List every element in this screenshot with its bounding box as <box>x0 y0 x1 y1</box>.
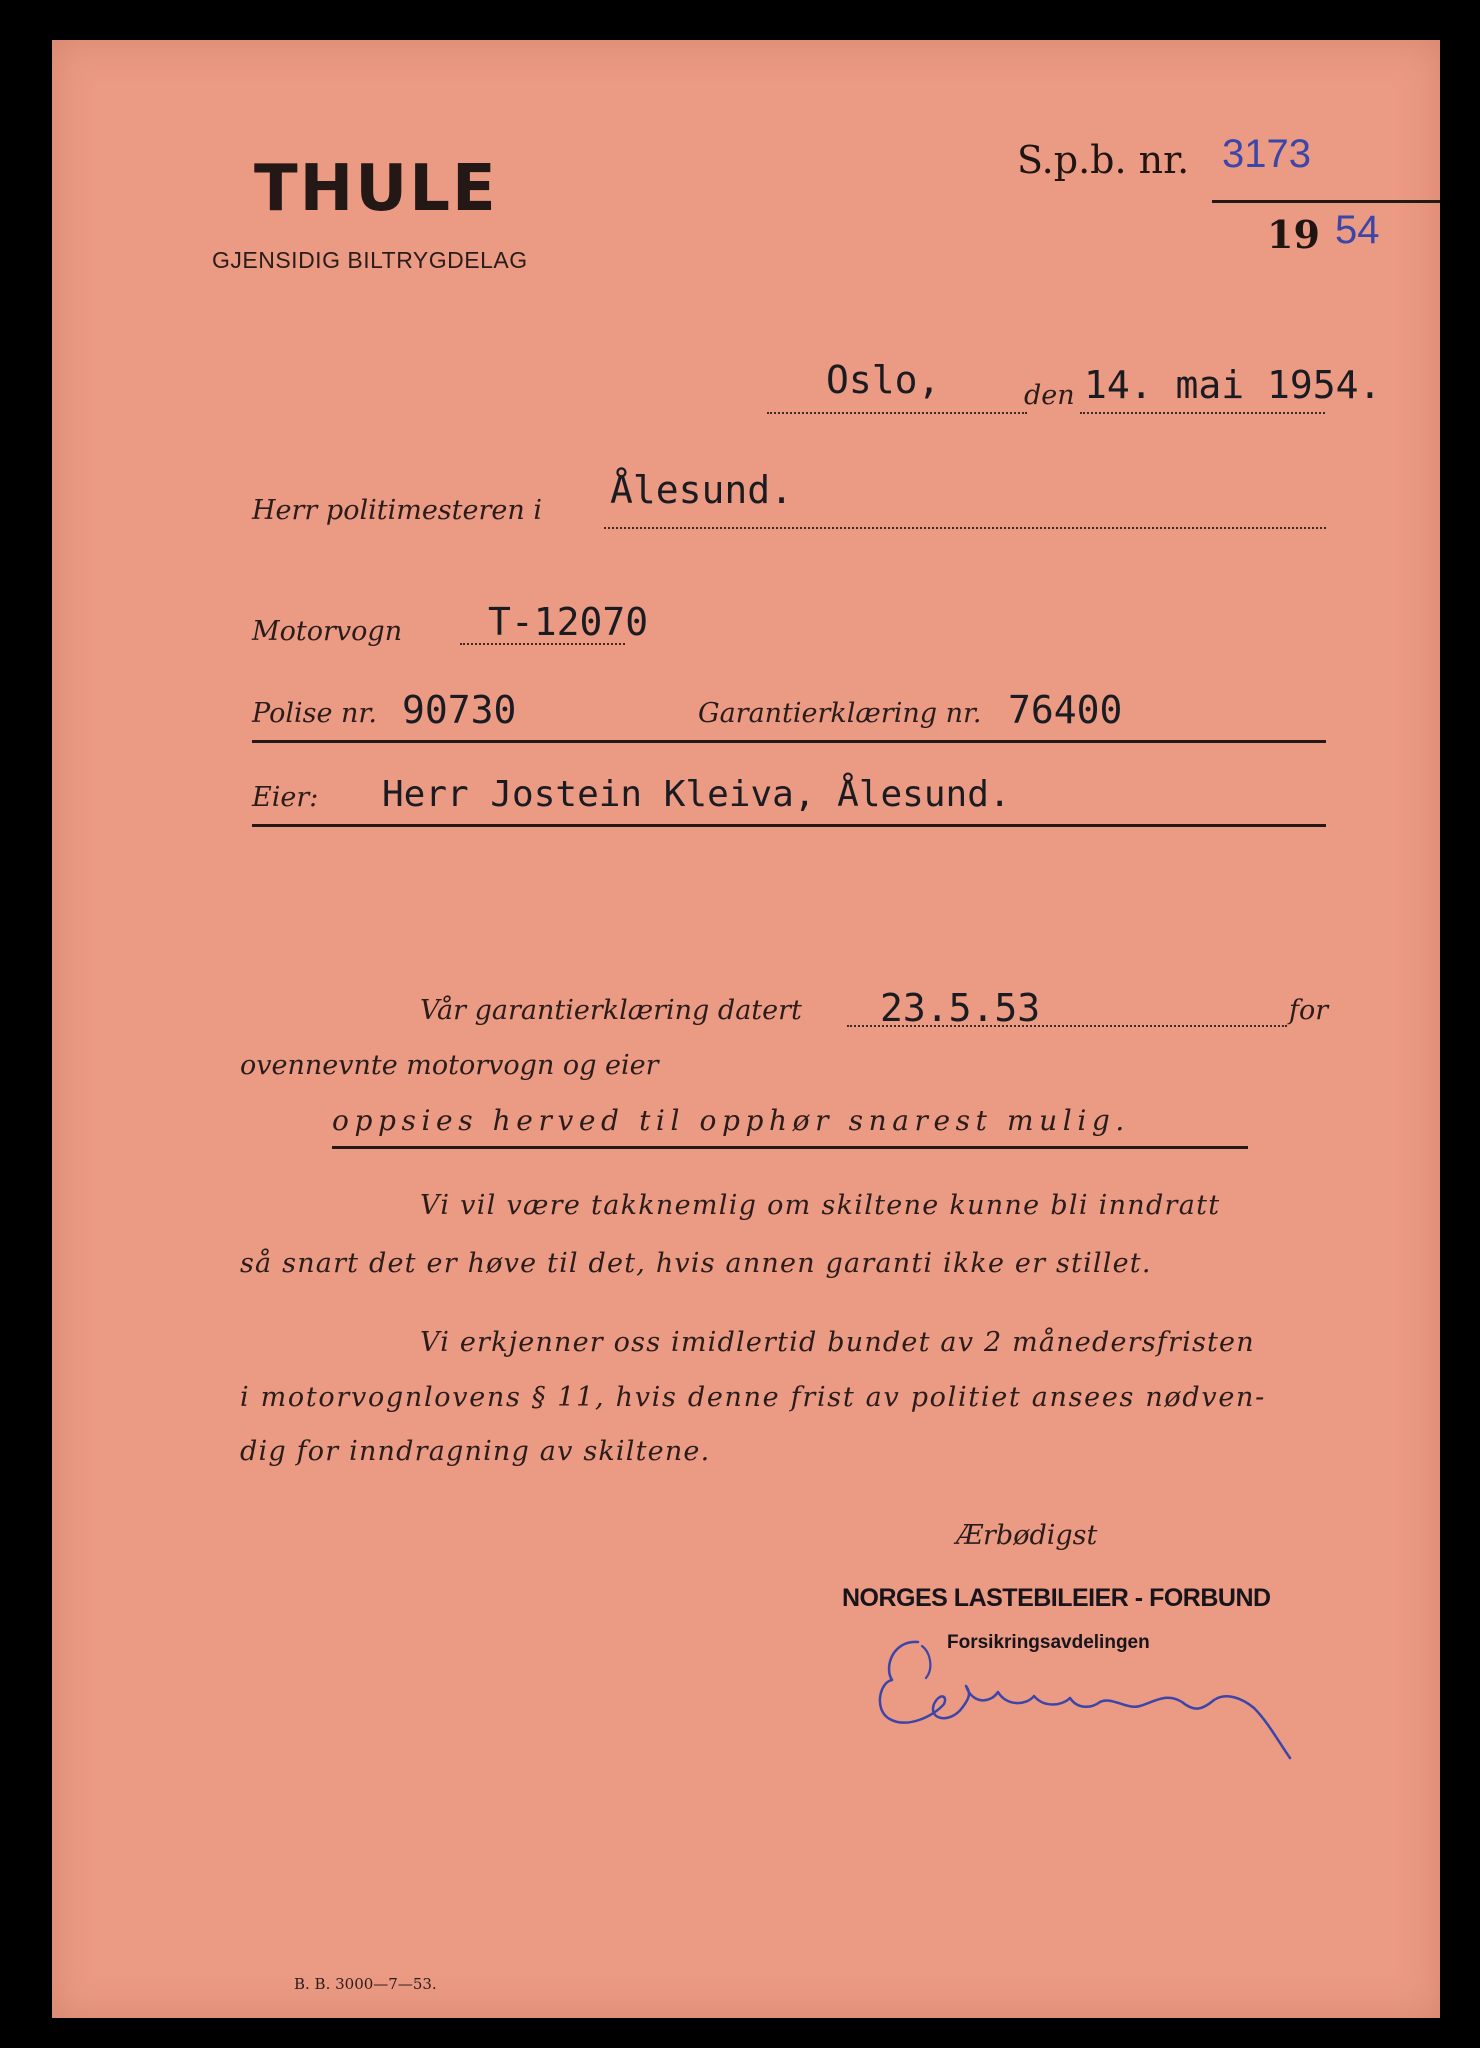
termination-rule <box>332 1146 1248 1149</box>
policy-rule <box>252 740 1326 743</box>
signature-scrawl <box>822 1612 1382 1762</box>
termination-notice: oppsies herved til opphør snarest mulig. <box>332 1104 1130 1137</box>
policy-value: 90730 <box>402 688 517 732</box>
vehicle-label: Motorvogn <box>252 616 403 647</box>
year-prefix: 19 <box>1267 212 1320 257</box>
guarantee-label: Garantierklæring nr. <box>698 698 982 729</box>
place: Oslo, <box>826 358 941 402</box>
stamp-line1: NORGES LASTEBILEIER - FORBUND <box>842 1584 1271 1612</box>
closing: Ærbødigst <box>956 1520 1098 1551</box>
p1-for: for <box>1289 995 1329 1026</box>
owner-rule <box>252 824 1326 827</box>
spb-label: S.p.b. nr. <box>1017 138 1190 182</box>
policy-label: Polise nr. <box>252 698 377 729</box>
date-line <box>1080 412 1325 414</box>
spb-number: 3173 <box>1222 132 1311 176</box>
recipient-label: Herr politimesteren i <box>252 495 542 526</box>
guarantee-date-line <box>847 1025 1287 1027</box>
year-suffix: 54 <box>1335 208 1380 252</box>
p1-text: Vår garantierklæring datert <box>420 995 802 1026</box>
letter-date: 14. mai 1954. <box>1084 363 1382 407</box>
document-page <box>52 40 1440 2018</box>
spb-rule <box>1212 200 1440 203</box>
owner-value: Herr Jostein Kleiva, Ålesund. <box>382 774 1011 815</box>
den-label: den <box>1024 380 1075 411</box>
recipient-value: Ålesund. <box>610 468 794 512</box>
guarantee-date: 23.5.53 <box>880 986 1041 1030</box>
place-line <box>767 412 1027 414</box>
guarantee-value: 76400 <box>1008 688 1123 732</box>
vehicle-value: T-12070 <box>488 600 649 644</box>
p3-line1: Vi erkjenner oss imidlertid bundet av 2 månedersfristen <box>420 1327 1255 1358</box>
vehicle-line <box>460 643 625 645</box>
company-logo: THULE <box>254 152 498 226</box>
p2-line1: Vi vil være takknemlig om skiltene kunne bli inndratt <box>420 1190 1221 1221</box>
recipient-line <box>604 527 1326 529</box>
p3-line3: dig for inndragning av skiltene. <box>240 1436 711 1467</box>
p2-line2: så snart det er høve til det, hvis annen garanti ikke er stillet. <box>240 1248 1152 1279</box>
p1-text-2: ovennevnte motorvogn og eier <box>240 1050 659 1081</box>
p3-line2: i motorvognlovens § 11, hvis denne frist av politiet ansees nødven- <box>240 1382 1266 1413</box>
company-subtitle: GJENSIDIG BILTRYGDELAG <box>212 247 528 273</box>
stamp-line2: Forsikringsavdelingen <box>947 1632 1150 1653</box>
owner-label: Eier: <box>252 782 319 813</box>
print-code: B. B. 3000—7—53. <box>294 1975 437 1993</box>
